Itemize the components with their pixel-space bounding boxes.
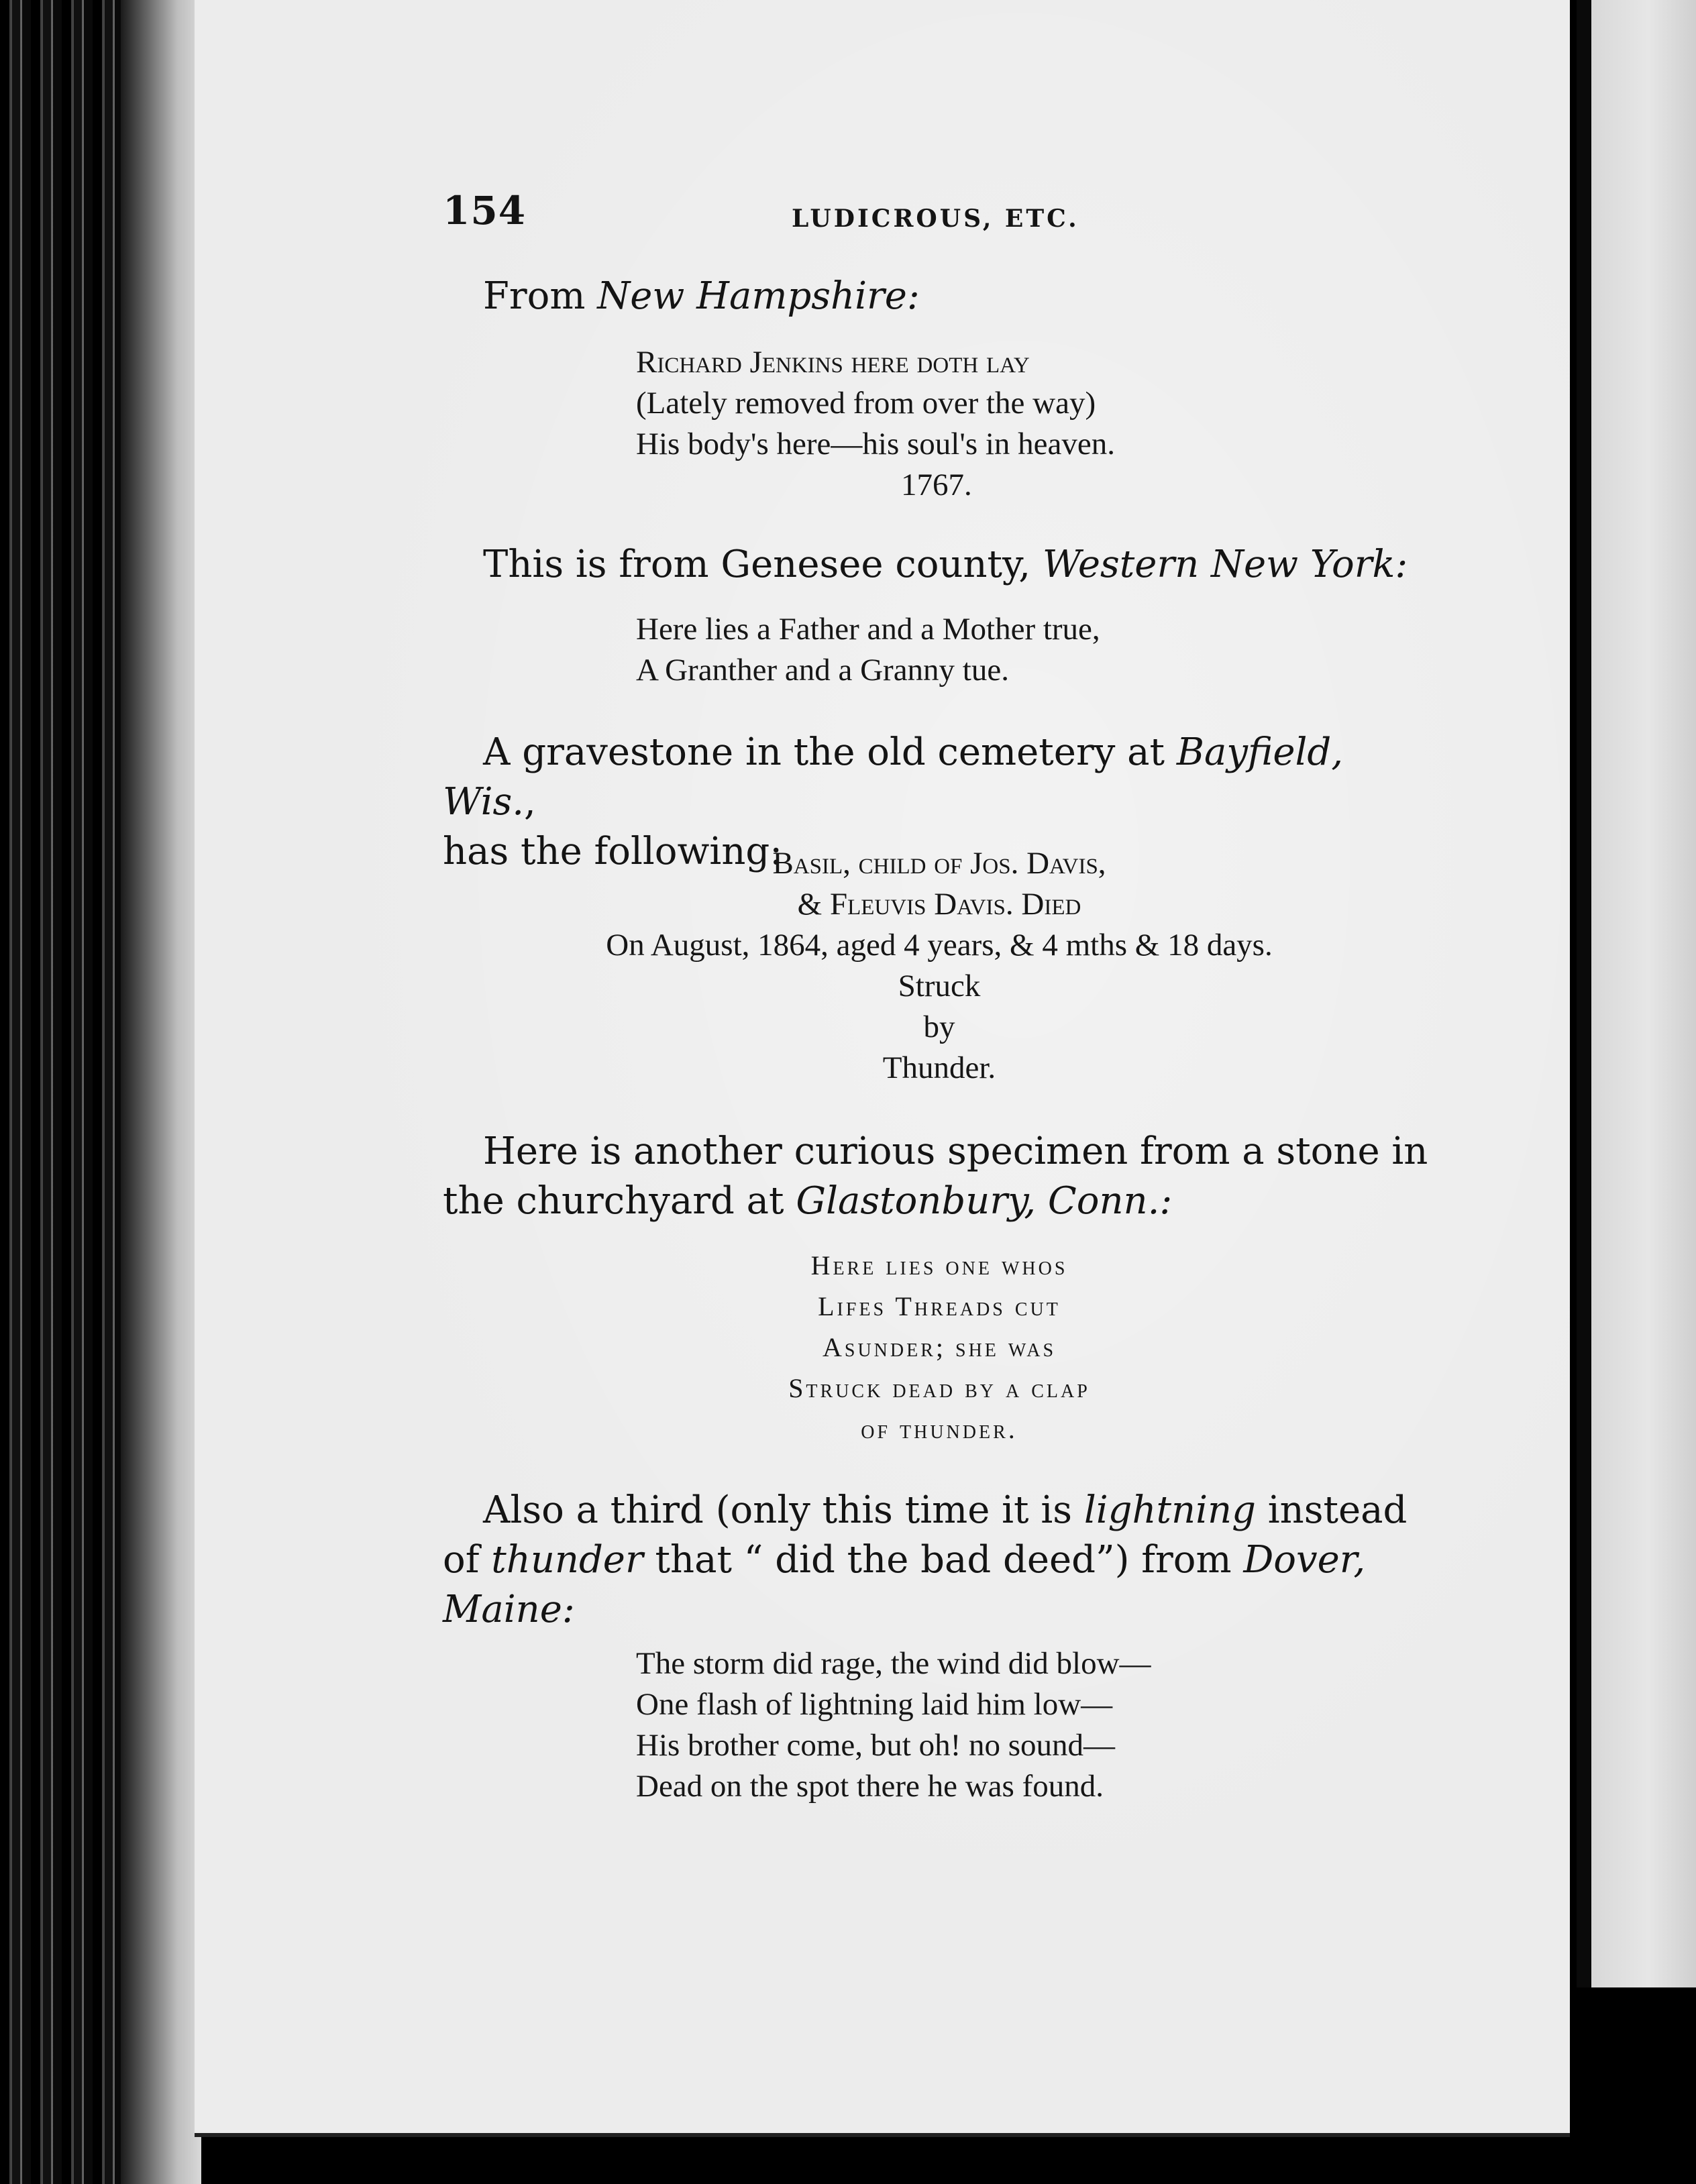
book-page-edges: [0, 0, 201, 2184]
verse-line: On August, 1864, aged 4 years, & 4 mths & 18 days.: [606, 928, 1273, 963]
verse-line: by: [923, 1009, 955, 1044]
verse-line: His body's here—his soul's in heaven.: [636, 427, 1116, 461]
verse-line: His brother come, but oh! no sound—: [636, 1728, 1116, 1763]
epitaph-dover: [636, 1643, 1307, 1807]
verse-line: Asunder; she was: [822, 1332, 1057, 1362]
verse-line: Struck: [898, 969, 981, 1003]
epitaph-basil-davis-rest: [443, 925, 1436, 1089]
verse-line: The storm did rage, the wind did blow—: [636, 1646, 1151, 1681]
intro-genesee: This is from Genesee county, Western New York:: [483, 543, 1408, 586]
verse-line: Here lies one whos: [810, 1250, 1068, 1280]
verse-line: Basil, child of Jos. Davis,: [772, 846, 1106, 881]
verse-date: 1767.: [901, 468, 972, 502]
verse-line: Here lies a Father and a Mother true,: [636, 612, 1100, 647]
epitaph-jenkins-rest: [636, 383, 1307, 506]
epitaph-basil-davis: [443, 843, 1436, 925]
intro-new-hampshire: From New Hampshire:: [483, 274, 920, 318]
intro-bayfield: A gravestone in the old cemetery at Bayfield, Wis., has the following:: [443, 730, 1344, 873]
verse-line: A Granther and a Granny tue.: [636, 653, 1009, 688]
verse-line: Richard Jenkins here doth lay: [636, 345, 1030, 380]
intro-dover: Also a third (only this time it is lightning instead of thunder that “ did the bad deed”) from Dover, Maine:: [443, 1488, 1408, 1631]
verse-line: (Lately removed from over the way): [636, 386, 1096, 421]
verse-line: of thunder.: [861, 1414, 1018, 1444]
verse-line: Thunder.: [882, 1050, 996, 1085]
epitaph-glastonbury: [443, 1245, 1436, 1450]
running-title: LUDICROUS, ETC.: [792, 205, 1079, 233]
facing-page-edge: [1577, 0, 1696, 2184]
verse-line: Dead on the spot there he was found.: [636, 1769, 1104, 1804]
verse-line: Struck dead by a clap: [788, 1373, 1090, 1403]
epitaph-jenkins: [636, 342, 1307, 383]
page-number: 154: [443, 188, 527, 233]
intro-glastonbury: Here is another curious specimen from a stone in the churchyard at Glastonbury, Conn.:: [443, 1130, 1428, 1223]
verse-line: One flash of lightning laid him low—: [636, 1687, 1113, 1722]
epitaph-father-mother: [636, 609, 1307, 691]
verse-line: & Fleuvis Davis. Died: [797, 887, 1081, 922]
verse-line: Lifes Threads cut: [818, 1291, 1061, 1321]
